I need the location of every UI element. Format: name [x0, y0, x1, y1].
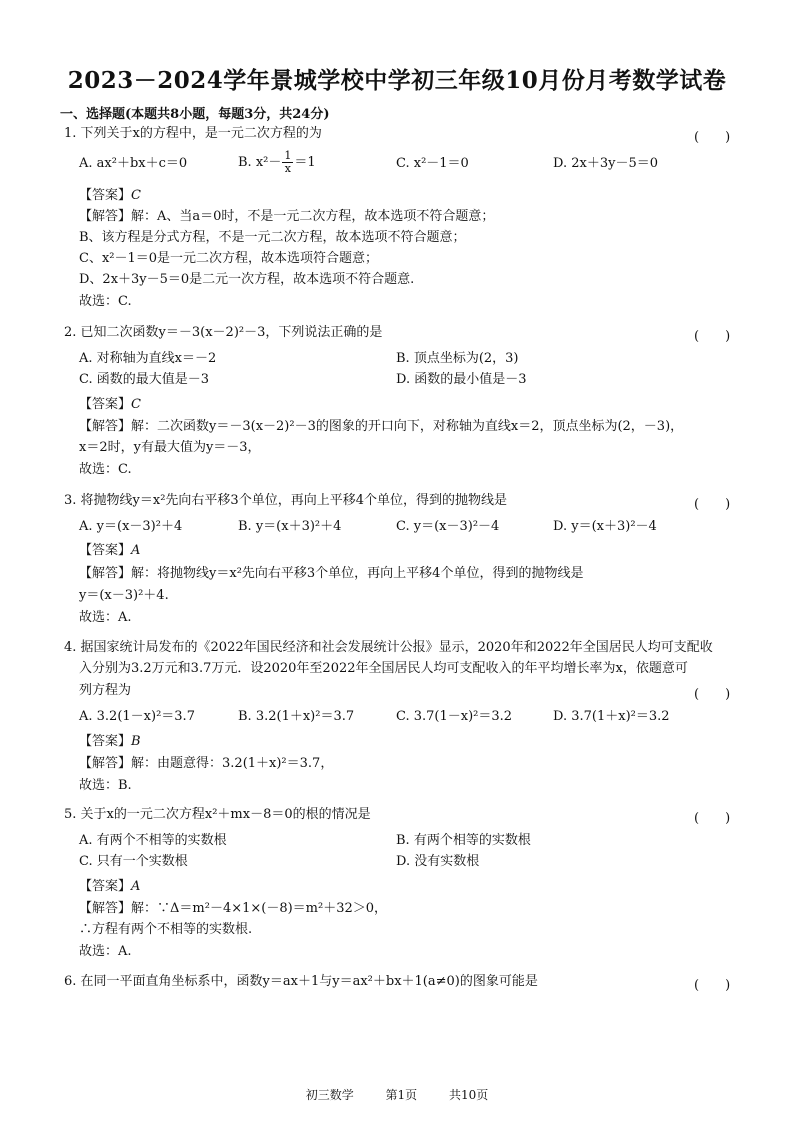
q2-option-b: B. 顶点坐标为(2，3): [396, 351, 519, 366]
q5-solution-line-2: ∴方程有两个不相等的实数根.: [79, 922, 253, 937]
q1-option-a: A. ax²＋bx＋c＝0: [79, 156, 188, 171]
q1-solution-line-4: D、2x＋3y－5＝0是二元一次方程，故本选项不符合题意.: [79, 272, 415, 287]
q2-answer-value: C: [131, 397, 141, 412]
q4-answer-value: B: [131, 734, 141, 749]
q1-option-b-numerator: 1: [284, 149, 292, 162]
q2-option-a: A. 对称轴为直线x＝－2: [79, 351, 217, 366]
q5-analysis-label: 【解答】: [79, 901, 132, 916]
q3-solution-line-1: [79, 566, 583, 582]
q5-option-d: D. 没有实数根: [396, 854, 480, 869]
q1-solution-line-2: B、该方程是分式方程，不是一元二次方程，故本选项不符合题意；: [79, 230, 466, 245]
q5-option-b: B. 有两个相等的实数根: [396, 833, 531, 848]
q3-analysis-label: 【解答】: [79, 566, 132, 581]
q1-stem: 1. 下列关于x的方程中，是一元二次方程的为: [64, 126, 322, 141]
q1-option-b: [238, 150, 316, 175]
q3-option-d: D. y＝(x＋3)²－4: [553, 519, 657, 534]
q4-option-b: B. 3.2(1＋x)²＝3.7: [238, 709, 355, 724]
q2-solution-line-1: [79, 419, 683, 435]
q5-answer-value: A: [131, 879, 141, 894]
q2-paren: ( ): [694, 329, 731, 344]
q5-paren: ( ): [694, 811, 731, 826]
q1-answer-value: C: [131, 188, 141, 203]
q2-answer-label: 【答案】: [79, 397, 132, 412]
q3-conclusion: 故选：A.: [79, 610, 132, 625]
q2-solution-line-2: x＝2时，y有最大值为y＝－3，: [79, 440, 261, 455]
q4-stem-line-1: 4. 据国家统计局发布的《2022年国民经济和社会发展统计公报》显示，2020年和2022年全国居民人均可支配收: [64, 640, 713, 655]
footer-subject: 初三数学: [305, 1088, 354, 1102]
q6-paren: ( ): [694, 978, 731, 993]
section-title: 一、选择题(本题共8小题，每题3分，共24分): [60, 107, 330, 122]
q3-answer-label: 【答案】: [79, 543, 132, 558]
q5-conclusion: 故选：A.: [79, 944, 132, 959]
q4-conclusion: 故选：B.: [79, 778, 132, 793]
q4-paren: ( ): [694, 687, 731, 702]
q1-option-b-post: ＝1: [294, 155, 316, 170]
q1-answer: [79, 188, 141, 204]
q2-answer: [79, 397, 141, 413]
q3-option-a: A. y＝(x－3)²＋4: [79, 519, 183, 534]
q1-option-b-denominator: x: [284, 162, 291, 175]
q5-answer-label: 【答案】: [79, 879, 132, 894]
q4-solution-text-1: 解：由题意得：3.2(1＋x)²＝3.7，: [131, 756, 334, 771]
q5-option-a: A. 有两个不相等的实数根: [79, 833, 227, 848]
q3-option-b: B. y＝(x＋3)²＋4: [238, 519, 342, 534]
q2-conclusion: 故选：C.: [79, 462, 132, 477]
q5-solution-text-1: 解：∵Δ＝m²－4×1×(－8)＝m²＋32＞0，: [131, 901, 388, 916]
q1-option-b-pre: B. x²－: [238, 155, 282, 170]
q2-option-c: C. 函数的最大值是－3: [79, 372, 210, 387]
q5-answer: [79, 879, 140, 895]
q4-analysis-label: 【解答】: [79, 756, 132, 771]
q1-conclusion: 故选：C.: [79, 294, 132, 309]
q1-option-d: D. 2x＋3y－5＝0: [553, 156, 658, 171]
q1-option-c: C. x²－1＝0: [396, 156, 469, 171]
q3-answer-value: A: [131, 543, 141, 558]
q3-stem: 3. 将抛物线y＝x²先向右平移3个单位，再向上平移4个单位，得到的抛物线是: [64, 493, 507, 508]
q4-option-d: D. 3.7(1＋x)²＝3.2: [553, 709, 670, 724]
q4-option-c: C. 3.7(1－x)²＝3.2: [396, 709, 513, 724]
q5-option-c: C. 只有一个实数根: [79, 854, 188, 869]
page-title: 2023－2024学年景城学校中学初三年级10月份月考数学试卷: [67, 67, 727, 94]
q4-answer-label: 【答案】: [79, 734, 132, 749]
q1-paren: ( ): [694, 130, 731, 145]
q1-option-b-fraction: [282, 150, 293, 175]
q1-analysis-label: 【解答】: [79, 209, 132, 224]
q4-solution-line-1: [79, 756, 333, 772]
q2-solution-text-1: 解：二次函数y＝－3(x－2)²－3的图象的开口向下，对称轴为直线x＝2，顶点坐标为(2，－3)，: [131, 419, 684, 434]
q5-solution-line-1: [79, 901, 387, 917]
q3-solution-text-1: 解：将抛物线y＝x²先向右平移3个单位，再向上平移4个单位，得到的抛物线是: [131, 566, 584, 581]
page-footer: [0, 1086, 794, 1103]
q2-stem: 2. 已知二次函数y＝－3(x－2)²－3，下列说法正确的是: [64, 325, 383, 340]
q2-analysis-label: 【解答】: [79, 419, 132, 434]
q4-option-a: A. 3.2(1－x)²＝3.7: [79, 709, 195, 724]
footer-total-pages: 共10页: [449, 1088, 489, 1102]
q1-solution-line-1: [79, 209, 494, 225]
q1-solution-line-3: C、x²－1＝0是一元二次方程，故本选项符合题意；: [79, 251, 379, 266]
q3-solution-line-2: y＝(x－3)²＋4.: [79, 588, 169, 603]
q6-stem: 6. 在同一平面直角坐标系中，函数y＝ax＋1与y＝ax²＋bx＋1(a≠0)的图象可能是: [64, 974, 538, 989]
q3-paren: ( ): [694, 497, 731, 512]
q4-stem-line-3: 列方程为: [79, 683, 132, 698]
q2-option-d: D. 函数的最小值是－3: [396, 372, 527, 387]
footer-page-number: 第1页: [385, 1088, 418, 1102]
q3-option-c: C. y＝(x－3)²－4: [396, 519, 500, 534]
q4-stem-line-2: 入分别为3.2万元和3.7万元．设2020年至2022年全国居民人均可支配收入的年平均增长率为x，依题意可: [79, 661, 688, 676]
q5-stem: 5. 关于x的一元二次方程x²＋mx－8＝0的根的情况是: [64, 807, 371, 822]
q1-answer-label: 【答案】: [79, 188, 132, 203]
q3-answer: [79, 543, 140, 559]
q4-answer: [79, 734, 141, 750]
q1-solution-text-1: 解：A、当a＝0时，不是一元二次方程，故本选项不符合题意；: [131, 209, 495, 224]
